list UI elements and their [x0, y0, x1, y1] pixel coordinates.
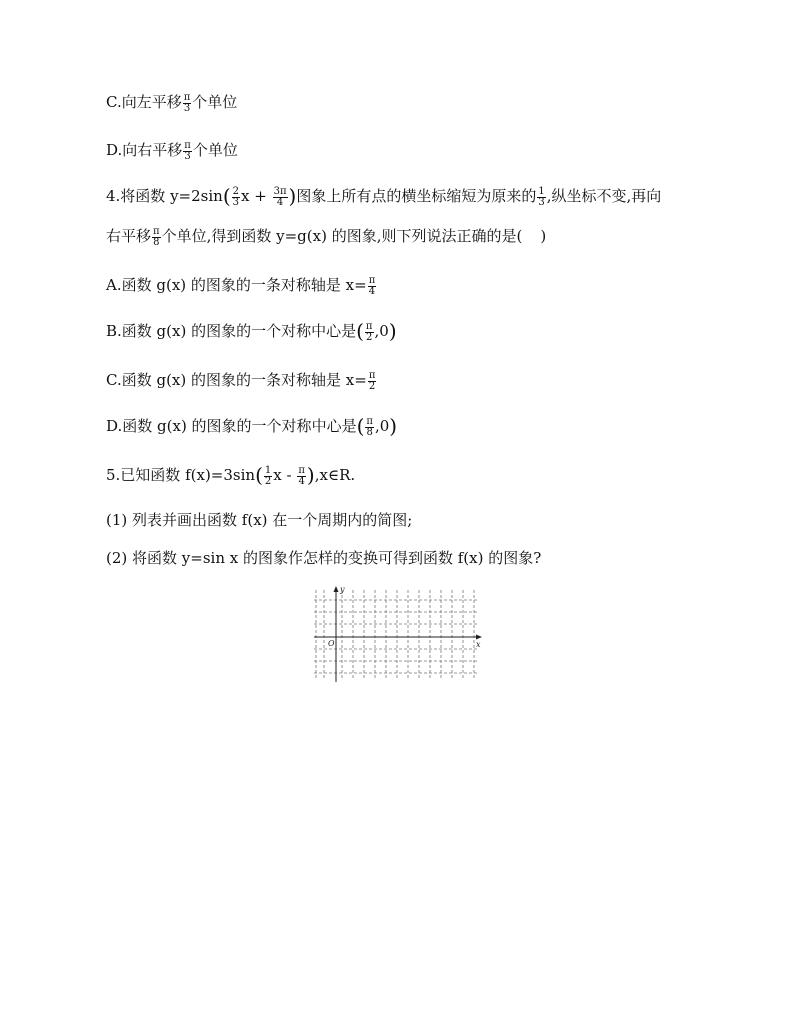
- q5-part1: (1) 列表并画出函数 f(x) 在一个周期内的简图;: [106, 511, 413, 529]
- q3-option-d: D.向右平移 $\frac{\pi}{3}$ 个单位: [106, 139, 238, 162]
- grid-svg: [312, 584, 484, 684]
- q3-option-c: C.向左平移 $\frac{\pi}{3}$ 个单位: [106, 91, 238, 114]
- fraction: $\frac{\pi}{3}$: [184, 139, 191, 162]
- q5-stem: 5.已知函数 f(x)=3sin( $\frac{1}{2}$ x - $\frac{\pi}{4}$ ),x∈R.: [106, 463, 356, 487]
- q4-option-c: C.函数 g(x) 的图象的一条对称轴是 x= $\frac{\pi}{2}$: [106, 369, 376, 392]
- q3-option-c-text: C.向左平移: [106, 93, 182, 111]
- fraction: $\frac{1}{2}$: [264, 464, 272, 487]
- fraction: $\frac{3\pi}{4}$: [273, 185, 287, 208]
- coordinate-grid: [312, 584, 484, 684]
- fraction: $\frac{\pi}{2}$: [368, 369, 376, 392]
- x-axis-label: x: [476, 640, 481, 649]
- fraction: $\frac{\pi}{2}$: [365, 320, 373, 343]
- fraction: $\frac{\pi}{3}$: [183, 91, 191, 114]
- q3-option-d-text: D.向右平移: [106, 141, 183, 159]
- origin-label: O: [328, 639, 335, 648]
- q4-option-b: B.函数 g(x) 的图象的一个对称中心是( $\frac{\pi}{2}$ ,0): [106, 319, 397, 343]
- q5-part2: (2) 将函数 y=sin x 的图象作怎样的变换可得到函数 f(x) 的图象?: [106, 549, 542, 567]
- fraction: $\frac{2}{3}$: [232, 185, 240, 208]
- fraction: $\frac{1}{3}$: [538, 185, 545, 208]
- q4-option-d: D.函数 g(x) 的图象的一个对称中心是( $\frac{\pi}{8}$ ,0): [106, 414, 398, 438]
- q4-stem-line1: 4.将函数 y=2sin( $\frac{2}{3}$ x + $\frac{3\pi}{4}$ )图象上所有点的横坐标缩短为原来的 $\frac{1}{3}$ ,纵坐标不变,再向: [106, 184, 662, 208]
- y-axis-arrow: [334, 586, 339, 592]
- fraction: $\frac{\pi}{8}$: [153, 225, 160, 248]
- x-axis-arrow: [476, 635, 482, 640]
- fraction: $\frac{\pi}{4}$: [298, 464, 305, 487]
- fraction: $\frac{\pi}{4}$: [368, 274, 376, 297]
- q4-stem-line2: 右平移 $\frac{\pi}{8}$ 个单位,得到函数 y=g(x) 的图象,则下列说法正确的是( ): [106, 225, 547, 248]
- y-axis-label: y: [340, 585, 345, 594]
- grid-lines: [314, 590, 478, 680]
- q4-option-a: A.函数 g(x) 的图象的一条对称轴是 x= $\frac{\pi}{4}$: [106, 274, 376, 297]
- fraction: $\frac{\pi}{8}$: [366, 415, 373, 438]
